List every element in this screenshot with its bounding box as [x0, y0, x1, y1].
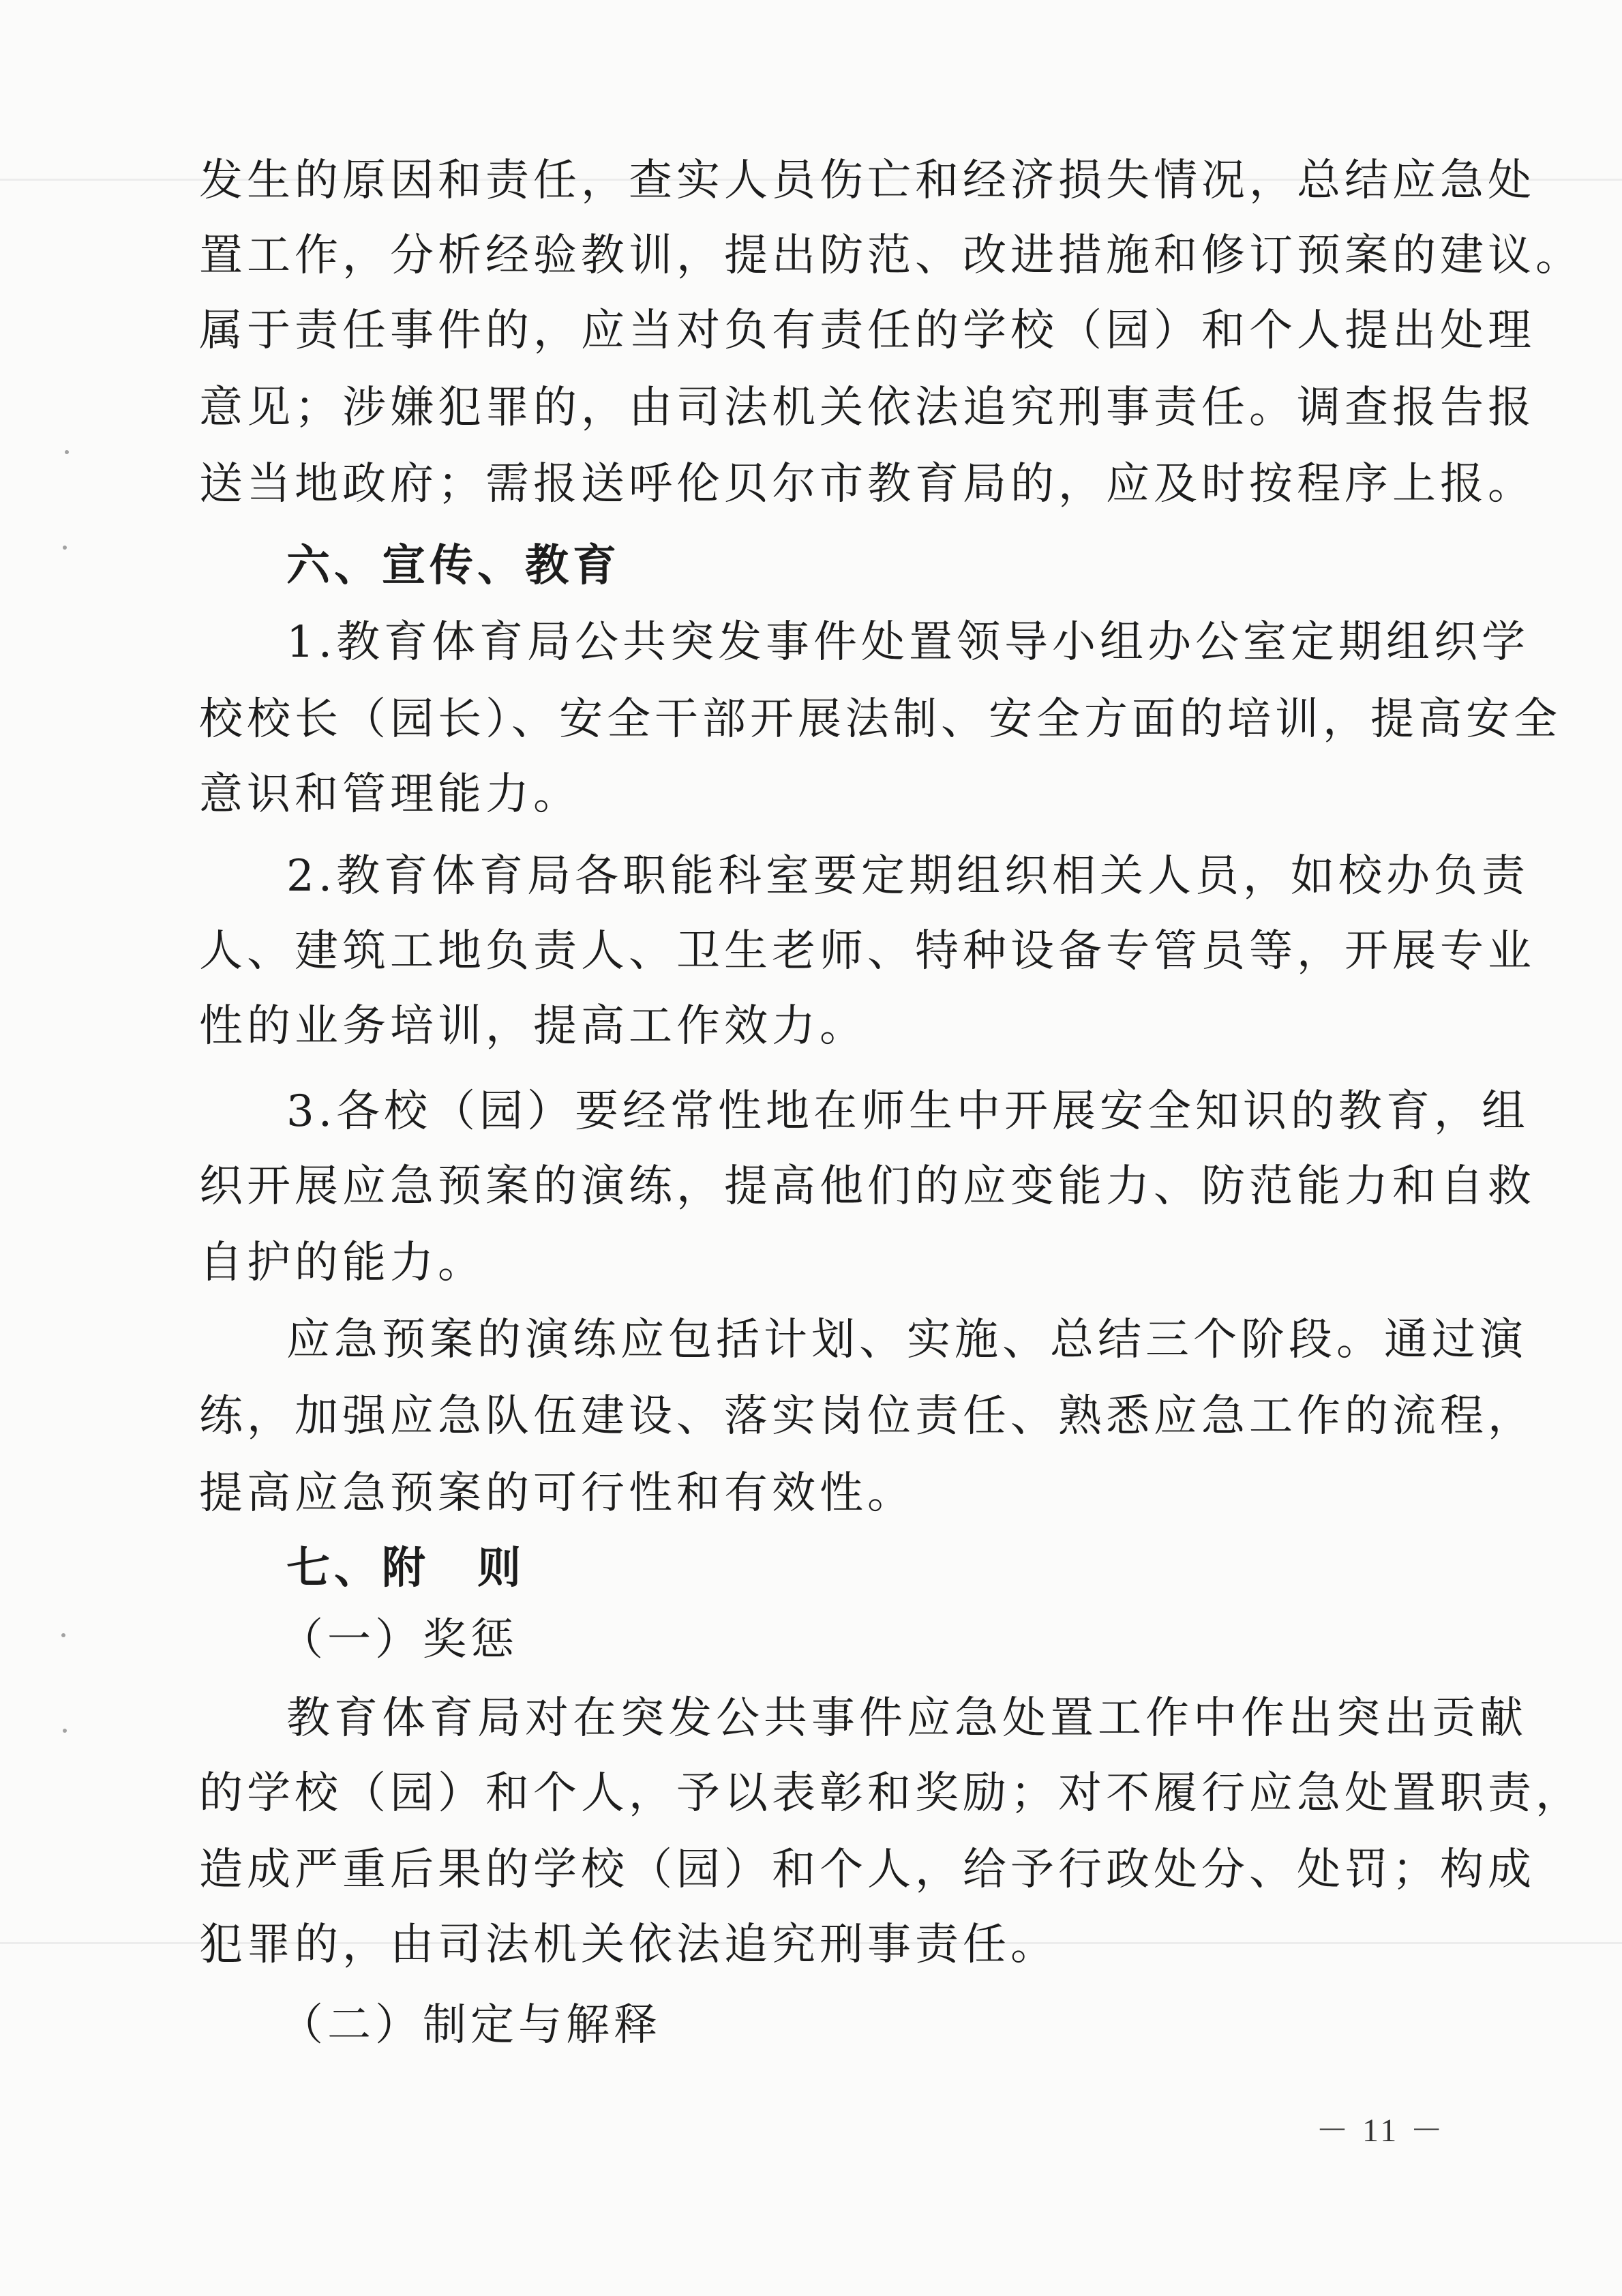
- paragraph-line: 提高应急预案的可行性和有效性。: [199, 1468, 915, 1519]
- list-item-line: 1.教育体育局公共突发事件处置领导小组办公室定期组织学: [286, 617, 1530, 668]
- paragraph-line: 属于责任事件的，应当对负有责任的学校（园）和个人提出处理: [199, 305, 1535, 356]
- paragraph-line: 意见；涉嫌犯罪的，由司法机关依法追究刑事责任。调查报告报: [199, 383, 1535, 433]
- paragraph-line: 的学校（园）和个人，予以表彰和奖励；对不履行应急处置职责，: [199, 1768, 1583, 1819]
- paragraph-line: 应急预案的演练应包括计划、实施、总结三个阶段。通过演: [286, 1315, 1527, 1365]
- list-item-line: 校校长（园长）、安全干部开展法制、安全方面的培训，提高安全: [199, 694, 1561, 745]
- page-number: － 11 －: [1316, 2113, 1446, 2149]
- list-item-line: 性的业务培训，提高工作效力。: [199, 1001, 867, 1052]
- scan-artifact-dot: [65, 450, 69, 454]
- paragraph-line: 送当地政府；需报送呼伦贝尔市教育局的，应及时按程序上报。: [199, 459, 1535, 509]
- paragraph-line: 教育体育局对在突发公共事件应急处置工作中作出突出贡献: [286, 1693, 1527, 1744]
- subsection-heading: （二）制定与解释: [280, 2000, 661, 2051]
- paragraph-line: 犯罪的，由司法机关依法追究刑事责任。: [199, 1920, 1058, 1970]
- list-item-line: 自护的能力。: [199, 1238, 485, 1288]
- list-item-line: 意识和管理能力。: [199, 769, 581, 820]
- scan-artifact-dot: [61, 1633, 65, 1637]
- section-heading: 七、附 则: [286, 1542, 525, 1594]
- scan-artifact-dot: [63, 1729, 67, 1733]
- paragraph-line: 练，加强应急队伍建设、落实岗位责任、熟悉应急工作的流程，: [199, 1391, 1535, 1442]
- paragraph-line: 置工作，分析经验教训，提出防范、改进措施和修订预案的建议。: [199, 230, 1583, 281]
- list-item-line: 3.各校（园）要经常性地在师生中开展安全知识的教育，组: [286, 1086, 1530, 1137]
- subsection-heading: （一）奖惩: [280, 1615, 518, 1665]
- paragraph-line: 造成严重后果的学校（园）和个人，给予行政处分、处罚；构成: [199, 1845, 1535, 1895]
- scan-artifact-dot: [63, 546, 67, 550]
- list-item-line: 人、建筑工地负责人、卫生老师、特种设备专管员等，开展专业: [199, 926, 1535, 976]
- list-item-line: 织开展应急预案的演练，提高他们的应变能力、防范能力和自救: [199, 1161, 1535, 1212]
- section-heading: 六、宣传、教育: [286, 540, 620, 591]
- paragraph-line: 发生的原因和责任，查实人员伤亡和经济损失情况，总结应急处: [199, 155, 1535, 206]
- list-item-line: 2.教育体育局各职能科室要定期组织相关人员，如校办负责: [286, 851, 1530, 901]
